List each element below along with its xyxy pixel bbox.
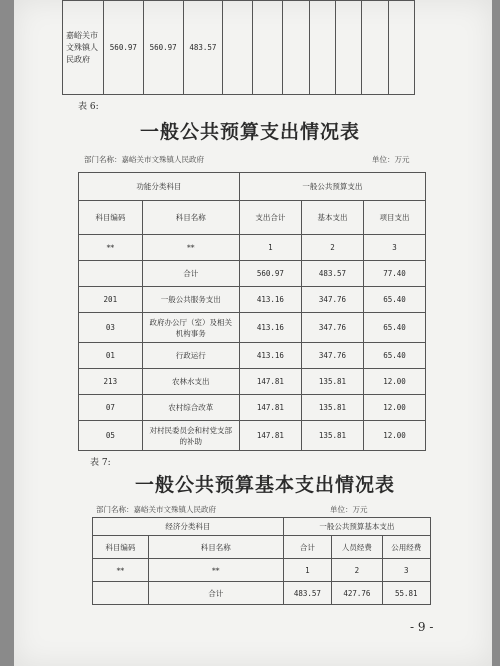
name-cell: 合计 (142, 261, 239, 287)
column-header: 科目名称 (142, 201, 239, 235)
code-cell (93, 582, 149, 605)
empty-cell (253, 1, 283, 95)
column-header: 支出合计 (239, 201, 301, 235)
project-cell: 65.40 (364, 287, 426, 313)
total-cell: 413.16 (239, 313, 301, 343)
basic-cell: 483.57 (301, 261, 363, 287)
basic-cell: 347.76 (301, 287, 363, 313)
column-header: 人员经费 (332, 536, 382, 559)
project-cell: 65.40 (364, 343, 426, 369)
name-cell: 农村综合改革 (142, 395, 239, 421)
table-cell: ** (142, 235, 239, 261)
table-cell: 3 (364, 235, 426, 261)
project-cell: 12.00 (364, 369, 426, 395)
name-cell: 对村民委员会和村党支部的补助 (142, 421, 239, 451)
total-cell: 147.81 (239, 369, 301, 395)
table7-unit: 单位：万元 (330, 505, 368, 514)
public-cell: 55.81 (382, 582, 430, 605)
total-cell: 413.16 (239, 287, 301, 313)
table6-label: 表 6: (78, 102, 99, 112)
unit-name-cell: 嘉峪关市文殊镇人民政府 (63, 1, 104, 95)
table7 (92, 517, 431, 605)
index-row (93, 559, 431, 582)
table-row (79, 395, 426, 421)
table-cell: 1 (239, 235, 301, 261)
empty-cell (362, 1, 388, 95)
personnel-cell: 427.76 (332, 582, 382, 605)
table7-label: 表 7: (90, 458, 111, 468)
table-row (79, 369, 426, 395)
basic-cell: 135.81 (301, 369, 363, 395)
total-cell: 147.81 (239, 421, 301, 451)
table-row (79, 287, 426, 313)
table6-title: 一般公共预算支出情况表 (139, 121, 360, 143)
basic-cell: 347.76 (301, 343, 363, 369)
name-cell: 一般公共服务支出 (142, 287, 239, 313)
value-cell: 560.97 (103, 1, 143, 95)
project-cell: 65.40 (364, 313, 426, 343)
code-cell: 201 (79, 287, 143, 313)
table-cell: 2 (301, 235, 363, 261)
table-cell: 2 (332, 559, 382, 582)
empty-cell (283, 1, 309, 95)
value-cell: 483.57 (183, 1, 223, 95)
empty-cell (223, 1, 253, 95)
name-cell: 农林水支出 (142, 369, 239, 395)
basic-cell: 135.81 (301, 395, 363, 421)
table-cell: ** (79, 235, 143, 261)
table-row (79, 261, 426, 287)
code-cell: 213 (79, 369, 143, 395)
empty-cell (388, 1, 414, 95)
table-cell: 3 (382, 559, 430, 582)
index-row (79, 235, 426, 261)
total-cell: 483.57 (283, 582, 331, 605)
column-header: 科目编码 (93, 536, 149, 559)
table-row (79, 343, 426, 369)
name-cell: 行政运行 (142, 343, 239, 369)
total-cell: 560.97 (239, 261, 301, 287)
column-header: 公用经费 (382, 536, 430, 559)
group-header: 一般公共预算支出 (239, 173, 425, 201)
group-header: 经济分类科目 (93, 518, 284, 536)
table-cell: ** (148, 559, 283, 582)
group-header: 功能分类科目 (79, 173, 240, 201)
top-continuation-table (62, 0, 415, 95)
table-row (79, 313, 426, 343)
column-header: 项目支出 (364, 201, 426, 235)
table-cell: ** (93, 559, 149, 582)
name-cell: 政府办公厅（室）及相关机构事务 (142, 313, 239, 343)
table6-dept: 部门名称：嘉峪关市文殊镇人民政府 (84, 155, 204, 164)
code-cell (79, 261, 143, 287)
code-cell: 03 (79, 313, 143, 343)
value-cell: 560.97 (143, 1, 183, 95)
project-cell: 12.00 (364, 395, 426, 421)
table7-title: 一般公共预算基本支出情况表 (134, 474, 395, 496)
table6 (78, 172, 426, 451)
group-header: 一般公共预算基本支出 (283, 518, 430, 536)
column-header: 合计 (283, 536, 331, 559)
table6-unit: 单位：万元 (372, 155, 410, 164)
project-cell: 12.00 (364, 421, 426, 451)
table-cell: 1 (283, 559, 331, 582)
project-cell: 77.40 (364, 261, 426, 287)
total-cell: 413.16 (239, 343, 301, 369)
column-header: 基本支出 (301, 201, 363, 235)
column-header: 科目编码 (79, 201, 143, 235)
total-cell: 147.81 (239, 395, 301, 421)
basic-cell: 135.81 (301, 421, 363, 451)
table7-dept: 部门名称：嘉峪关市文殊镇人民政府 (96, 505, 216, 514)
basic-cell: 347.76 (301, 313, 363, 343)
column-header: 科目名称 (148, 536, 283, 559)
code-cell: 01 (79, 343, 143, 369)
empty-cell (335, 1, 361, 95)
page-number: - 9 - (410, 620, 434, 634)
table-row (93, 582, 431, 605)
code-cell: 05 (79, 421, 143, 451)
code-cell: 07 (79, 395, 143, 421)
empty-cell (309, 1, 335, 95)
name-cell: 合计 (148, 582, 283, 605)
table-row (79, 421, 426, 451)
